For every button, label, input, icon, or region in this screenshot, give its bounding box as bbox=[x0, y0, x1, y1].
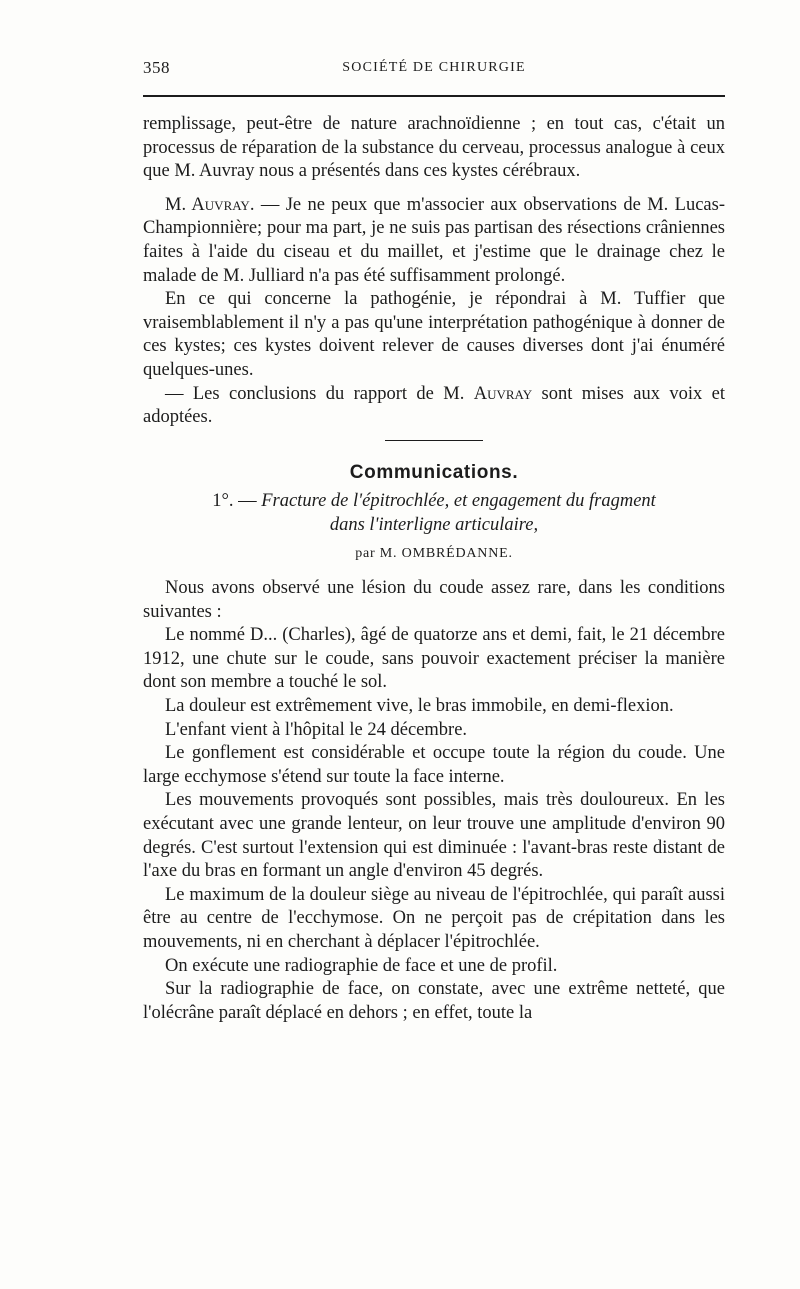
conclusion-name: Auvray bbox=[473, 383, 533, 404]
paragraph-auvray-speech bbox=[143, 194, 725, 288]
article-paragraph: Sur la radiographie de face, on constate, avec une extrême netteté, que l'olécrâne paraît déplacé en dehors ; en effet, toute la bbox=[143, 979, 725, 1023]
page-header bbox=[143, 58, 725, 84]
article-title-line-2: dans l'interligne articulaire, bbox=[329, 514, 539, 535]
byline-prefix: par M. bbox=[355, 545, 398, 561]
byline bbox=[143, 542, 725, 566]
speech-text: — Je ne peux que m'associer aux observations de M. Lucas-Championnière; pour ma part, je ne suis pas partisan des résections crâniennes faites à l'aide du ciseau et du maillet, et j'estime que le drainage chez le malade de M. Julliard n'a pas été suffisamment prolongé. bbox=[143, 194, 725, 286]
running-title: SOCIÉTÉ DE CHIRURGIE bbox=[342, 60, 526, 75]
article-title bbox=[143, 490, 725, 537]
article-paragraph: Le maximum de la douleur siège au niveau de l'épitrochlée, qui paraît aussi être au centre de l'ecchymose. On ne perçoit pas de crépitation dans les mouvements, ni en cherchant à déplacer l'épitrochlée. bbox=[143, 884, 725, 952]
article-paragraph: Nous avons observé une lésion du coude assez rare, dans les conditions suivantes : bbox=[143, 578, 725, 622]
article-paragraph: Le nommé D... (Charles), âgé de quatorze ans et demi, fait, le 21 décembre 1912, une chute sur le coude, sans pouvoir exactement préciser la manière dont son membre a touché le sol. bbox=[143, 625, 725, 693]
article-paragraph: Les mouvements provoqués sont possibles, mais très douloureux. En les exécutant avec une grande lenteur, on leur trouve une amplitude d'environ 90 degrés. C'est surtout l'extension qui est diminuée : l'avant-bras reste distant de l'axe du bras en formant un angle d'environ 45 degrés. bbox=[143, 790, 725, 882]
header-rule bbox=[143, 95, 725, 97]
article-paragraph: Le gonflement est considérable et occupe toute la région du coude. Une large ecchymose s'étend sur toute la face interne. bbox=[143, 743, 725, 787]
paragraph-continuation: remplissage, peut-être de nature arachnoïdienne ; en tout cas, c'était un processus de réparation de la substance du cerveau, processus analogue à ceux que M. Auvray nous a présentés dans ces kystes cérébraux. bbox=[143, 114, 725, 182]
conclusion-before: — Les conclusions du rapport de M. bbox=[165, 383, 474, 404]
conclusion-after: sont mises aux voix et adoptées. bbox=[143, 383, 725, 428]
paragraph-auvray-continuation: En ce qui concerne la pathogénie, je répondrai à M. Tuffier que vraisemblablement il n'y a pas qu'une interprétation pathogénique à donner de ces kystes; ces kystes doivent relever de causes diverses dont j'ai énuméré quelques-unes. bbox=[143, 289, 725, 380]
paragraph-conclusion bbox=[143, 383, 725, 430]
article-paragraph: On exécute une radiographie de face et une de profil. bbox=[165, 955, 558, 976]
page-number: 358 bbox=[143, 58, 170, 77]
article-number: 1°. — bbox=[212, 491, 257, 512]
article-paragraph: L'enfant vient à l'hôpital le 24 décembre. bbox=[165, 719, 468, 740]
article-title-text-1: Fracture de l'épitrochlée, et engagement du fragment bbox=[261, 491, 656, 512]
article-paragraph: La douleur est extrêmement vive, le bras immobile, en demi-flexion. bbox=[165, 696, 674, 717]
section-divider bbox=[385, 440, 483, 441]
speaker-name: M. Auvray. bbox=[165, 194, 255, 215]
section-heading: Communications. bbox=[349, 461, 519, 483]
body-text bbox=[143, 113, 725, 1025]
article-title-line-1 bbox=[143, 490, 725, 514]
byline-author: OMBRÉDANNE. bbox=[401, 545, 513, 561]
